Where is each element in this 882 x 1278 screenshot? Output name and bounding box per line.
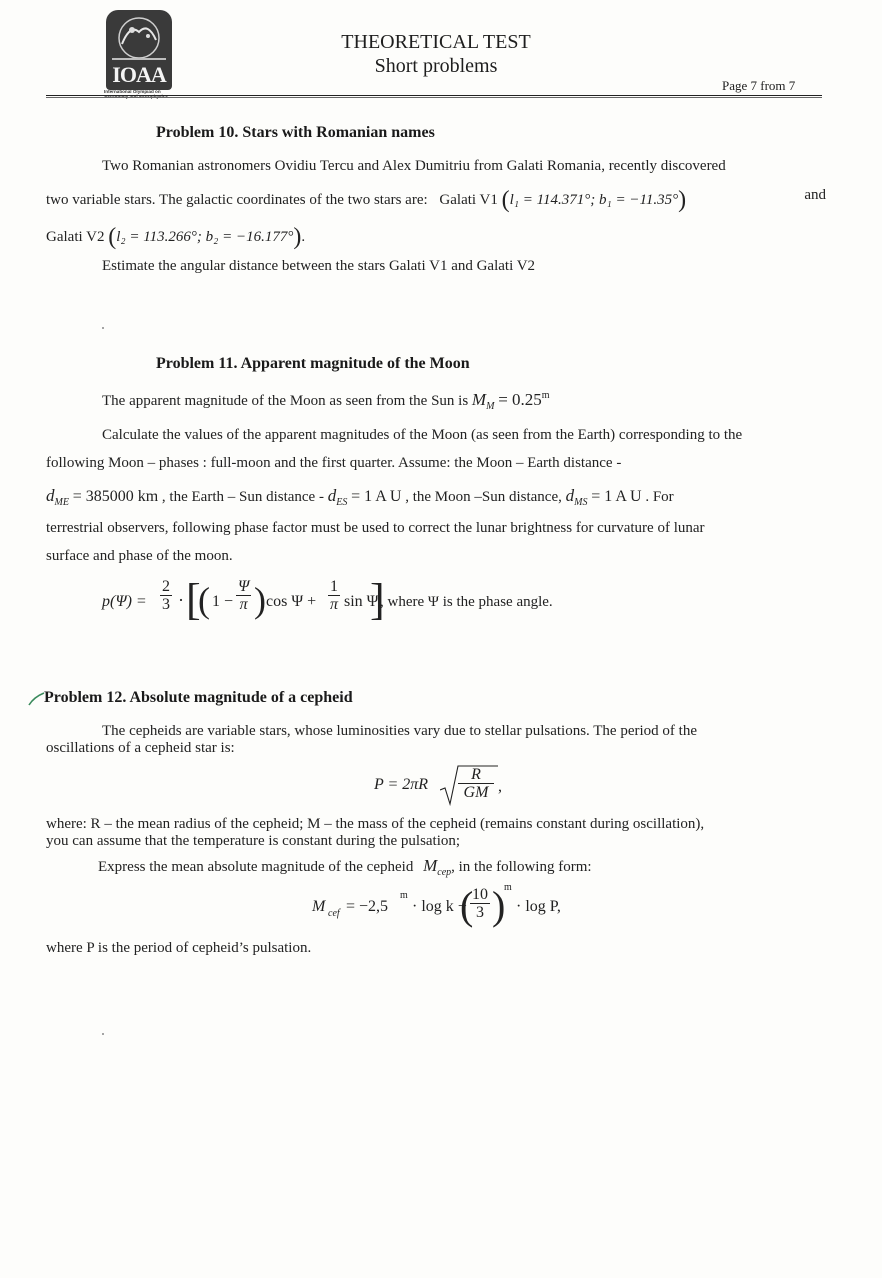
- logo-text: IOAA: [112, 62, 166, 87]
- moon-mag-value: = 0.25: [498, 390, 542, 409]
- formula-cos: cos Ψ +: [266, 593, 317, 610]
- mag-log-k: · log k −: [412, 898, 467, 915]
- mag-ten: 10: [472, 886, 488, 903]
- phase-factor-formula: p(Ψ) = $\frac{2}{3}$ · [ ( 1 − $\frac{\Psi}{\pi}$ ) cos Ψ + $\frac{1}{\pi}$ sin Ψ ] , where Ψ is the phase angle.: [102, 575, 553, 624]
- problem11-line3: following Moon – phases : full-moon and the first quarter. Assume: the Moon – Earth distance -: [46, 455, 622, 471]
- formula-where-text: , where Ψ is the phase angle.: [380, 594, 553, 610]
- period-fraction: [458, 766, 494, 801]
- formula-two-thirds: [160, 578, 172, 613]
- problem10-line2-text: two variable stars. The galactic coordinates of the two stars are:: [46, 192, 428, 208]
- d-es-symbol: d: [327, 486, 337, 505]
- moon-sun-text: , the Moon –Sun distance,: [405, 489, 562, 505]
- galati-v2-name: Galati V2: [46, 229, 105, 245]
- and-word: and: [804, 187, 826, 203]
- problem10-line2: two variable stars. The galactic coordinates of the two stars are: Galati V1 (l₁ = 114.371°; b₁ = −11.35°) and: [46, 187, 826, 213]
- formula-sin: sin Ψ: [344, 593, 379, 610]
- period-lhs: P = 2πR: [374, 776, 429, 793]
- for-word: . For: [645, 489, 674, 505]
- header-divider-secondary: [46, 97, 822, 98]
- moon-mag-sub: M: [486, 401, 495, 412]
- scan-speck-2: [102, 1033, 104, 1035]
- page-title: [300, 30, 572, 78]
- problem12-heading: Problem 12. Absolute magnitude of a cepheid: [44, 689, 353, 706]
- d-me-symbol: d: [46, 486, 55, 505]
- mag-sup: m: [400, 890, 408, 901]
- galati-v1-coords: l₁ = 114.371°; b₁ = −11.35°: [509, 192, 679, 208]
- d-me-sub: ME: [54, 497, 69, 508]
- page-number: Page 7 from 7: [722, 78, 796, 93]
- problem10-line3: Galati V2 (l₂ = 113.266°; b₂ = −16.177°).: [46, 224, 306, 250]
- mag-mid: = −2,5: [346, 898, 389, 915]
- problem11-heading: Problem 11. Apparent magnitude of the Moon: [156, 355, 470, 372]
- express-text: Express the mean absolute magnitude of the cepheid: [98, 859, 414, 875]
- problem12-line1: The cepheids are variable stars, whose luminosities vary due to stellar pulsations. The period of the: [102, 723, 697, 739]
- title-line2: Short problems: [374, 55, 498, 77]
- d-ms-symbol: d: [565, 486, 575, 505]
- title-line1: THEORETICAL TEST: [341, 31, 531, 53]
- formula-one-minus: 1 −: [212, 593, 234, 610]
- header-divider: [46, 95, 822, 96]
- period-denominator: GM: [463, 784, 489, 801]
- problem10-heading: Problem 10. Stars with Romanian names: [156, 124, 435, 141]
- d-me-value: = 385000 km: [72, 488, 159, 505]
- where-line2: you can assume that the temperature is constant during the pulsation;: [46, 833, 461, 849]
- problem11-line1: [102, 390, 550, 412]
- problem11-line4: [46, 486, 674, 508]
- galati-v2-coords: l₂ = 113.266°; b₂ = −16.177°: [116, 229, 294, 245]
- earth-sun-text: , the Earth – Sun distance -: [161, 489, 324, 505]
- formula-psi: Ψ: [238, 578, 250, 595]
- formula-pi-2: π: [329, 596, 338, 613]
- period-formula: P = 2πR $\frac{R}{GM}$ ,: [374, 762, 534, 812]
- scan-speck: [102, 327, 104, 329]
- formula-psi-over-pi: [236, 578, 251, 613]
- mag-sup-2: m: [504, 882, 512, 893]
- galati-v1-name: Galati V1: [439, 192, 498, 208]
- formula-pi: π: [239, 596, 248, 613]
- problem11-line6: surface and phase of the moon.: [46, 548, 233, 564]
- d-ms-value: = 1 A U: [591, 488, 642, 505]
- ioaa-logo: [106, 10, 172, 90]
- problem12-line2: oscillations of a cepheid star is:: [46, 740, 235, 756]
- mag-three: 3: [476, 904, 484, 921]
- mag-sub: cef: [328, 908, 340, 919]
- formula-lhs: p(Ψ) =: [102, 593, 147, 610]
- d-es-sub: ES: [336, 497, 348, 508]
- formula-three: 3: [162, 596, 170, 613]
- closing-line: where P is the period of cepheid’s pulsation.: [46, 940, 312, 956]
- logo-subtitle-line1: International Olympiad on: [104, 89, 161, 94]
- problem10-line1: Two Romanian astronomers Ovidiu Tercu and Alex Dumitriu from Galati Romania, recently discovered: [102, 158, 726, 174]
- d-ms-sub: MS: [574, 497, 588, 508]
- problem11-line2: Calculate the values of the apparent magnitudes of the Moon (as seen from the Earth) corresponding to the: [102, 427, 743, 443]
- express-line: [98, 856, 592, 878]
- express-suffix: , in the following form:: [451, 859, 592, 875]
- mag-log-p: · log P,: [516, 898, 561, 915]
- formula-one: 1: [330, 578, 338, 595]
- formula-two: 2: [162, 578, 170, 595]
- express-sub: cep: [437, 867, 452, 878]
- problem10-question: Estimate the angular distance between the stars Galati V1 and Galati V2: [102, 258, 536, 274]
- moon-mag-symbol: M: [471, 390, 487, 409]
- moon-mag-sup: m: [541, 390, 550, 401]
- period-numerator: R: [458, 766, 494, 784]
- mag-lhs: M: [312, 898, 326, 915]
- mag-ten-thirds: [470, 886, 490, 921]
- problem11-line1-text: The apparent magnitude of the Moon as seen from the Sun is: [102, 393, 469, 409]
- where-line1: where: R – the mean radius of the cepheid; M – the mass of the cepheid (remains constant during oscillation),: [46, 816, 705, 832]
- express-symbol: M: [423, 856, 438, 875]
- formula-one-over-pi: [328, 578, 340, 613]
- magnitude-formula: M cef = −2,5 m · log k − ( $\frac{10}{3}$ ) m · log P,: [312, 882, 561, 928]
- problem11-line5: terrestrial observers, following phase factor must be used to correct the lunar brightness for curvature of lunar: [46, 520, 705, 536]
- d-es-value: = 1 A U: [351, 488, 402, 505]
